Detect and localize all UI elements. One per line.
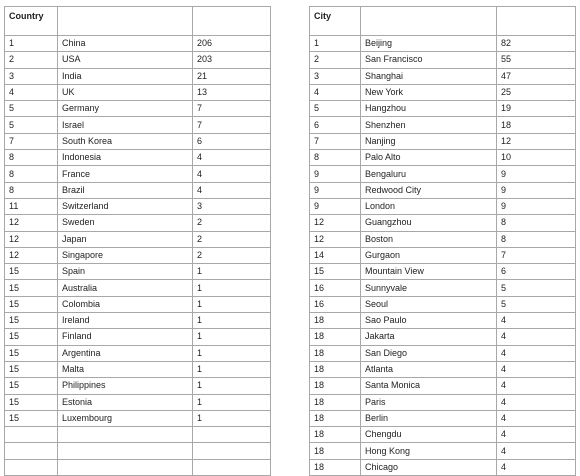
city-cell: Berlin bbox=[361, 410, 497, 426]
table-row bbox=[310, 264, 576, 280]
count-cell: 4 bbox=[497, 361, 576, 377]
table-row bbox=[5, 443, 271, 459]
count-cell: 1 bbox=[193, 313, 271, 329]
count-cell: 18 bbox=[497, 117, 576, 133]
table-row bbox=[310, 36, 576, 52]
rank-cell: 11 bbox=[5, 198, 58, 214]
city-header-row bbox=[310, 7, 576, 36]
table-row bbox=[310, 345, 576, 361]
rank-cell: 18 bbox=[310, 378, 361, 394]
table-row bbox=[5, 198, 271, 214]
table-row bbox=[310, 101, 576, 117]
country-cell bbox=[58, 459, 193, 475]
count-cell: 206 bbox=[193, 36, 271, 52]
table-row bbox=[5, 378, 271, 394]
country-cell: Israel bbox=[58, 117, 193, 133]
table-row bbox=[310, 378, 576, 394]
rank-cell: 9 bbox=[310, 166, 361, 182]
count-cell: 4 bbox=[497, 313, 576, 329]
rank-cell: 7 bbox=[5, 133, 58, 149]
city-cell: Bengaluru bbox=[361, 166, 497, 182]
table-row bbox=[5, 52, 271, 68]
table-row bbox=[310, 52, 576, 68]
rank-cell: 8 bbox=[5, 150, 58, 166]
rank-cell: 5 bbox=[5, 117, 58, 133]
count-cell: 4 bbox=[497, 394, 576, 410]
country-cell: China bbox=[58, 36, 193, 52]
rank-cell: 15 bbox=[5, 410, 58, 426]
table-row bbox=[310, 182, 576, 198]
city-cell: Guangzhou bbox=[361, 215, 497, 231]
rank-cell: 12 bbox=[310, 215, 361, 231]
count-cell: 4 bbox=[193, 166, 271, 182]
count-cell: 4 bbox=[497, 427, 576, 443]
table-row bbox=[5, 394, 271, 410]
country-cell: USA bbox=[58, 52, 193, 68]
country-header-row bbox=[5, 7, 271, 36]
city-cell: Hangzhou bbox=[361, 101, 497, 117]
rank-cell: 8 bbox=[5, 166, 58, 182]
country-cell: France bbox=[58, 166, 193, 182]
city-cell: Beijing bbox=[361, 36, 497, 52]
rank-cell: 16 bbox=[310, 280, 361, 296]
city-cell: New York bbox=[361, 84, 497, 100]
table-row bbox=[310, 68, 576, 84]
rank-cell: 1 bbox=[5, 36, 58, 52]
city-cell: Shanghai bbox=[361, 68, 497, 84]
rank-cell: 18 bbox=[310, 313, 361, 329]
city-cell: Redwood City bbox=[361, 182, 497, 198]
table-row bbox=[310, 410, 576, 426]
table-row bbox=[310, 247, 576, 263]
count-cell: 5 bbox=[497, 280, 576, 296]
rank-cell: 15 bbox=[310, 264, 361, 280]
count-cell: 4 bbox=[497, 329, 576, 345]
rank-cell: 3 bbox=[5, 68, 58, 84]
count-cell: 4 bbox=[497, 410, 576, 426]
rank-cell: 12 bbox=[5, 215, 58, 231]
rank-cell: 18 bbox=[310, 394, 361, 410]
rank-cell: 15 bbox=[5, 264, 58, 280]
count-cell: 6 bbox=[193, 133, 271, 149]
table-row bbox=[5, 313, 271, 329]
count-cell: 2 bbox=[193, 247, 271, 263]
city-cell: Seoul bbox=[361, 296, 497, 312]
rank-cell: 15 bbox=[5, 280, 58, 296]
city-cell: Boston bbox=[361, 231, 497, 247]
rank-cell: 18 bbox=[310, 329, 361, 345]
city-cell: Jakarta bbox=[361, 329, 497, 345]
rank-cell: 18 bbox=[310, 410, 361, 426]
table-row bbox=[310, 117, 576, 133]
count-cell: 1 bbox=[193, 361, 271, 377]
country-cell: Sweden bbox=[58, 215, 193, 231]
rank-cell: 5 bbox=[5, 101, 58, 117]
country-cell: Spain bbox=[58, 264, 193, 280]
count-cell: 12 bbox=[497, 133, 576, 149]
count-cell: 1 bbox=[193, 410, 271, 426]
city-cell: Paris bbox=[361, 394, 497, 410]
count-cell bbox=[193, 427, 271, 443]
count-cell: 47 bbox=[497, 68, 576, 84]
rank-cell: 12 bbox=[310, 231, 361, 247]
table-row bbox=[5, 329, 271, 345]
table-row bbox=[310, 150, 576, 166]
count-cell bbox=[193, 459, 271, 475]
rank-cell: 4 bbox=[5, 84, 58, 100]
rank-cell: 18 bbox=[310, 459, 361, 475]
table-row bbox=[310, 280, 576, 296]
city-header-blank-cell bbox=[497, 7, 576, 36]
count-cell: 1 bbox=[193, 345, 271, 361]
table-row bbox=[310, 443, 576, 459]
table-row bbox=[310, 166, 576, 182]
country-cell: Australia bbox=[58, 280, 193, 296]
count-cell: 7 bbox=[193, 101, 271, 117]
count-cell: 10 bbox=[497, 150, 576, 166]
rank-cell: 8 bbox=[5, 182, 58, 198]
country-cell: Finland bbox=[58, 329, 193, 345]
table-row bbox=[5, 280, 271, 296]
count-cell: 9 bbox=[497, 198, 576, 214]
rank-cell: 6 bbox=[310, 117, 361, 133]
table-row bbox=[5, 231, 271, 247]
city-cell: Chengdu bbox=[361, 427, 497, 443]
count-cell: 4 bbox=[193, 150, 271, 166]
table-row bbox=[310, 198, 576, 214]
count-cell: 1 bbox=[193, 378, 271, 394]
count-cell bbox=[193, 443, 271, 459]
country-cell: Malta bbox=[58, 361, 193, 377]
rank-cell bbox=[5, 459, 58, 475]
country-cell: Singapore bbox=[58, 247, 193, 263]
city-cell: Mountain View bbox=[361, 264, 497, 280]
table-row bbox=[310, 427, 576, 443]
table-row bbox=[5, 247, 271, 263]
table-row bbox=[5, 361, 271, 377]
table-row bbox=[5, 410, 271, 426]
country-cell: Philippines bbox=[58, 378, 193, 394]
rank-cell: 18 bbox=[310, 427, 361, 443]
country-cell: Germany bbox=[58, 101, 193, 117]
count-cell: 4 bbox=[193, 182, 271, 198]
table-row bbox=[310, 313, 576, 329]
count-cell: 2 bbox=[193, 215, 271, 231]
table-row bbox=[5, 182, 271, 198]
rank-cell: 18 bbox=[310, 443, 361, 459]
table-row bbox=[5, 345, 271, 361]
count-cell: 1 bbox=[193, 394, 271, 410]
table-row bbox=[310, 296, 576, 312]
city-cell: San Diego bbox=[361, 345, 497, 361]
country-cell: Indonesia bbox=[58, 150, 193, 166]
city-header: City bbox=[310, 7, 361, 36]
rank-cell bbox=[5, 427, 58, 443]
rank-cell: 3 bbox=[310, 68, 361, 84]
table-row bbox=[310, 215, 576, 231]
rank-cell: 15 bbox=[5, 394, 58, 410]
table-row bbox=[310, 394, 576, 410]
country-cell bbox=[58, 427, 193, 443]
count-cell: 7 bbox=[497, 247, 576, 263]
count-cell: 6 bbox=[497, 264, 576, 280]
count-cell: 82 bbox=[497, 36, 576, 52]
count-cell: 7 bbox=[193, 117, 271, 133]
table-row bbox=[310, 84, 576, 100]
rank-cell: 12 bbox=[5, 231, 58, 247]
count-cell: 4 bbox=[497, 378, 576, 394]
rank-cell: 2 bbox=[310, 52, 361, 68]
rank-cell bbox=[5, 443, 58, 459]
count-cell: 9 bbox=[497, 182, 576, 198]
country-cell bbox=[58, 443, 193, 459]
city-cell: Shenzhen bbox=[361, 117, 497, 133]
city-cell: Chicago bbox=[361, 459, 497, 475]
count-cell: 1 bbox=[193, 296, 271, 312]
rank-cell: 1 bbox=[310, 36, 361, 52]
city-cell: London bbox=[361, 198, 497, 214]
city-cell: Sao Paulo bbox=[361, 313, 497, 329]
count-cell: 19 bbox=[497, 101, 576, 117]
rank-cell: 15 bbox=[5, 313, 58, 329]
country-cell: Colombia bbox=[58, 296, 193, 312]
table-row bbox=[310, 459, 576, 475]
city-cell: Hong Kong bbox=[361, 443, 497, 459]
city-header-blank-cell bbox=[361, 7, 497, 36]
rank-cell: 15 bbox=[5, 345, 58, 361]
rank-cell: 15 bbox=[5, 296, 58, 312]
table-row bbox=[5, 166, 271, 182]
table-row bbox=[5, 427, 271, 443]
rank-cell: 14 bbox=[310, 247, 361, 263]
count-cell: 4 bbox=[497, 459, 576, 475]
rank-cell: 9 bbox=[310, 182, 361, 198]
table-row bbox=[5, 36, 271, 52]
count-cell: 3 bbox=[193, 198, 271, 214]
country-table-body bbox=[5, 7, 271, 476]
country-header: Country bbox=[5, 7, 58, 36]
rank-cell: 8 bbox=[310, 150, 361, 166]
country-cell: Switzerland bbox=[58, 198, 193, 214]
city-cell: Atlanta bbox=[361, 361, 497, 377]
rank-cell: 2 bbox=[5, 52, 58, 68]
rank-cell: 15 bbox=[5, 361, 58, 377]
count-cell: 2 bbox=[193, 231, 271, 247]
count-cell: 1 bbox=[193, 329, 271, 345]
table-row bbox=[5, 117, 271, 133]
city-cell: Nanjing bbox=[361, 133, 497, 149]
table-row bbox=[5, 264, 271, 280]
table-row bbox=[310, 361, 576, 377]
count-cell: 21 bbox=[193, 68, 271, 84]
table-row bbox=[310, 231, 576, 247]
country-cell: Ireland bbox=[58, 313, 193, 329]
city-cell: Sunnyvale bbox=[361, 280, 497, 296]
count-cell: 8 bbox=[497, 215, 576, 231]
count-cell: 13 bbox=[193, 84, 271, 100]
rank-cell: 12 bbox=[5, 247, 58, 263]
city-cell: Gurgaon bbox=[361, 247, 497, 263]
country-cell: Estonia bbox=[58, 394, 193, 410]
rank-cell: 7 bbox=[310, 133, 361, 149]
table-row bbox=[5, 459, 271, 475]
table-row bbox=[5, 296, 271, 312]
country-cell: Argentina bbox=[58, 345, 193, 361]
rank-cell: 4 bbox=[310, 84, 361, 100]
count-cell: 5 bbox=[497, 296, 576, 312]
country-cell: Brazil bbox=[58, 182, 193, 198]
country-cell: Luxembourg bbox=[58, 410, 193, 426]
country-cell: Japan bbox=[58, 231, 193, 247]
table-row bbox=[310, 329, 576, 345]
count-cell: 4 bbox=[497, 443, 576, 459]
rank-cell: 9 bbox=[310, 198, 361, 214]
table-row bbox=[5, 133, 271, 149]
count-cell: 1 bbox=[193, 264, 271, 280]
country-cell: UK bbox=[58, 84, 193, 100]
rank-cell: 16 bbox=[310, 296, 361, 312]
country-header-blank-cell bbox=[193, 7, 271, 36]
table-row bbox=[5, 68, 271, 84]
rank-cell: 15 bbox=[5, 378, 58, 394]
count-cell: 9 bbox=[497, 166, 576, 182]
rank-cell: 18 bbox=[310, 345, 361, 361]
count-cell: 4 bbox=[497, 345, 576, 361]
city-table-body bbox=[310, 7, 576, 476]
table-row bbox=[5, 150, 271, 166]
country-cell: South Korea bbox=[58, 133, 193, 149]
country-header-blank-cell bbox=[58, 7, 193, 36]
count-cell: 203 bbox=[193, 52, 271, 68]
count-cell: 1 bbox=[193, 280, 271, 296]
city-cell: Palo Alto bbox=[361, 150, 497, 166]
count-cell: 8 bbox=[497, 231, 576, 247]
rank-cell: 18 bbox=[310, 361, 361, 377]
table-row bbox=[310, 133, 576, 149]
city-cell: Santa Monica bbox=[361, 378, 497, 394]
city-cell: San Francisco bbox=[361, 52, 497, 68]
rank-cell: 15 bbox=[5, 329, 58, 345]
count-cell: 55 bbox=[497, 52, 576, 68]
table-row bbox=[5, 101, 271, 117]
rank-cell: 5 bbox=[310, 101, 361, 117]
country-cell: India bbox=[58, 68, 193, 84]
city-ranking-table bbox=[309, 6, 576, 476]
table-row bbox=[5, 84, 271, 100]
count-cell: 25 bbox=[497, 84, 576, 100]
table-row bbox=[5, 215, 271, 231]
country-ranking-table bbox=[4, 6, 271, 476]
